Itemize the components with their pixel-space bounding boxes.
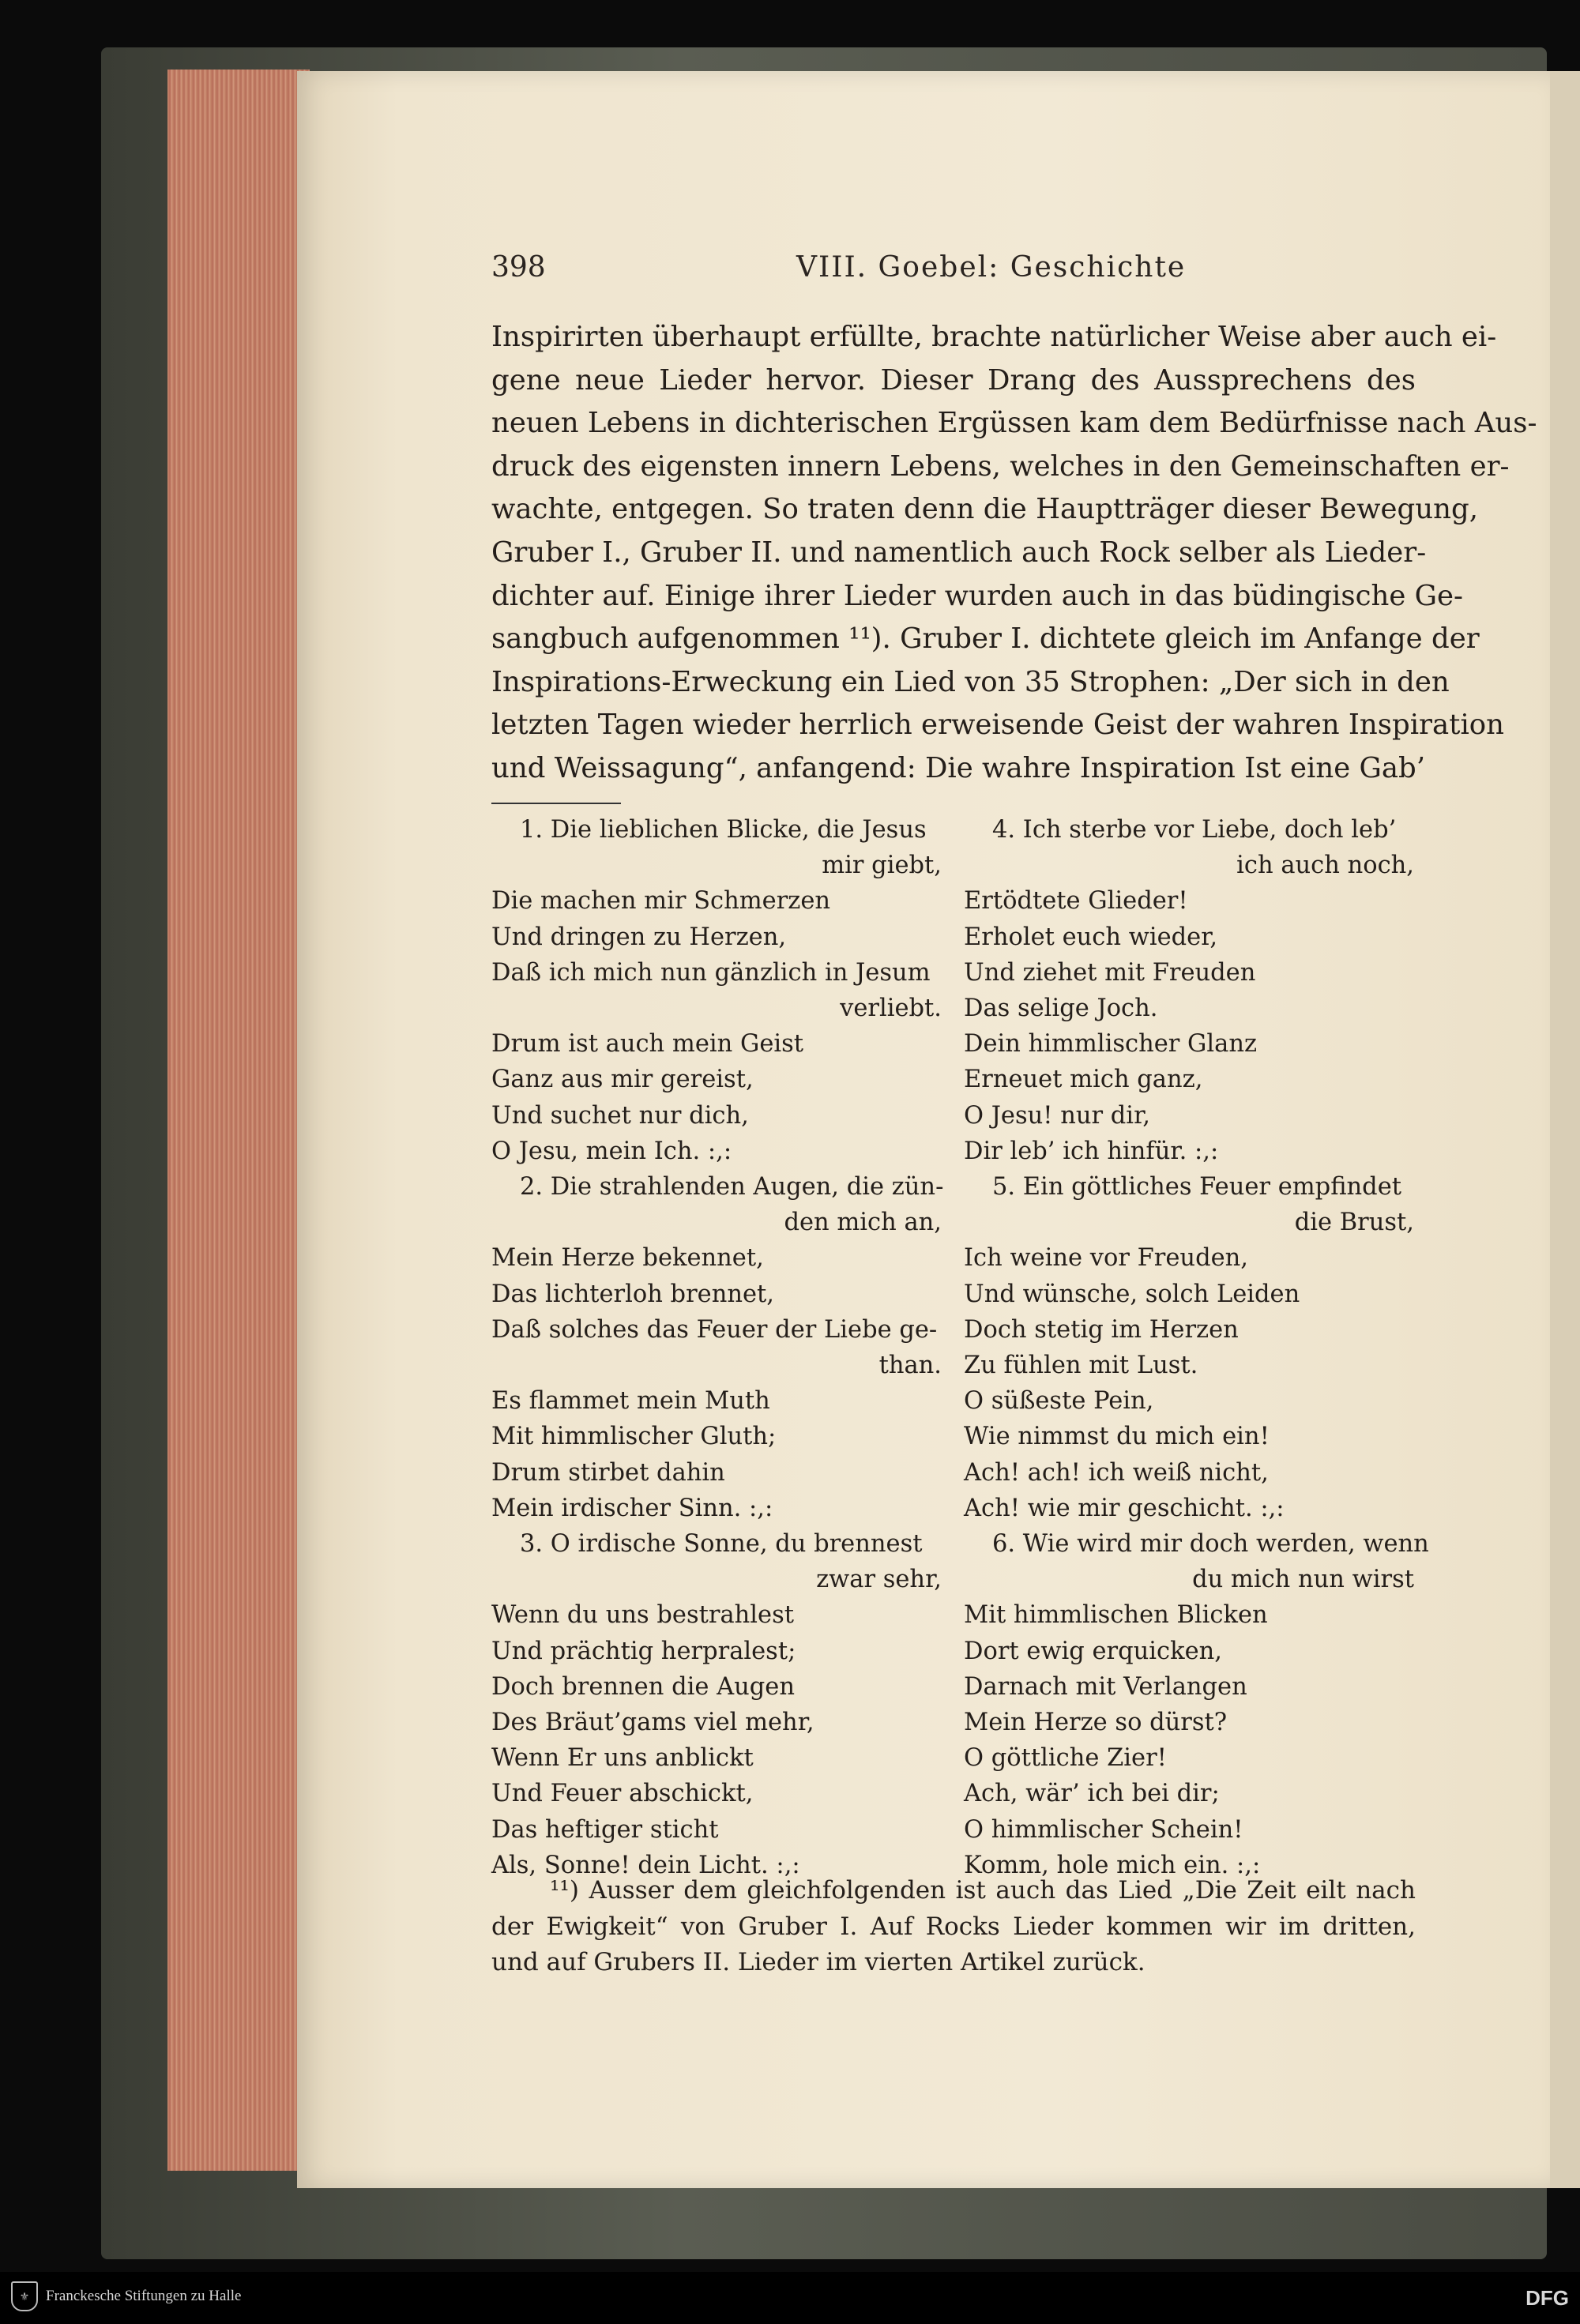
verse-line: Das selige Joch. <box>964 995 1158 1023</box>
verse-line: Und wünsche, solch Leiden <box>964 1280 1300 1308</box>
verse-line: du mich nun wirst <box>1192 1566 1414 1594</box>
body-line: Inspirations-Erweckung ein Lied von 35 Strophen: „Der sich in den <box>491 665 1450 698</box>
verse-line: O süßeste Pein, <box>964 1387 1154 1416</box>
body-line: Gruber I., Gruber II. und namentlich auch Rock selber als Lieder- <box>491 536 1427 569</box>
verse-line: Mein Herze so dürst? <box>964 1709 1228 1737</box>
verse-line: O Jesu! nur dir, <box>964 1101 1150 1130</box>
verse-line: Erholet euch wieder, <box>964 923 1218 951</box>
body-text <box>491 316 1537 791</box>
body-line: und Weissagung“, anfangend: Die wahre Inspiration Ist eine Gab’ <box>491 751 1426 784</box>
verse-line: Mit himmlischen Blicken <box>964 1601 1268 1630</box>
poem-column-right <box>964 812 1429 1883</box>
verse-line: 4. Ich sterbe vor Liebe, doch leb’ <box>992 816 1397 844</box>
verse-line: 2. Die strahlenden Augen, die zün- <box>520 1173 944 1201</box>
verse-line: O himmlischer Schein! <box>964 1815 1243 1844</box>
verse-line: Die machen mir Schmerzen <box>491 887 831 916</box>
footnote <box>491 1873 1416 1981</box>
verse-line: Und suchet nur dich, <box>491 1101 749 1130</box>
page-header <box>491 251 1416 288</box>
poem-column-left <box>491 812 942 1883</box>
verse-line: Doch stetig im Herzen <box>964 1315 1239 1344</box>
verse-line: zwar sehr, <box>816 1566 942 1594</box>
verse-line: Ach, wär’ ich bei dir; <box>964 1780 1220 1808</box>
verse-line: Drum stirbet dahin <box>491 1458 725 1487</box>
body-line: dichter auf. Einige ihrer Lieder wurden auch in das büdingische Ge- <box>491 579 1463 612</box>
verse-line: Und prächtig herpralest; <box>491 1637 796 1665</box>
verse-line: 1. Die lieblichen Blicke, die Jesus <box>520 816 927 844</box>
verse-line: Es flammet mein Muth <box>491 1387 770 1416</box>
verse-line: Erneuet mich ganz, <box>964 1066 1203 1094</box>
verse-line: Ach! ach! ich weiß nicht, <box>964 1458 1269 1487</box>
body-line: sangbuch aufgenommen ¹¹). Gruber I. dichtete gleich im Anfange der <box>491 622 1480 656</box>
verse-line: die Brust, <box>1294 1209 1414 1237</box>
body-line: letzten Tagen wieder herrlich erweisende Geist der wahren Inspiration <box>491 709 1505 742</box>
verse-line: Daß solches das Feuer der Liebe ge- <box>491 1315 938 1344</box>
dfg-logo: DFG <box>1525 2286 1569 2310</box>
body-line: Inspirirten überhaupt erfüllte, brachte natürlicher Weise aber auch ei- <box>491 321 1497 353</box>
verse-line: Und dringen zu Herzen, <box>491 923 787 951</box>
verse-line: Des Bräut’gams viel mehr, <box>491 1709 814 1737</box>
verse-line: Zu fühlen mit Lust. <box>964 1352 1198 1380</box>
footnote-line: ¹¹) Ausser dem gleichfolgenden ist auch das Lied „Die Zeit eilt nach <box>550 1876 1416 1905</box>
verse-line: Mit himmlischer Gluth; <box>491 1423 777 1451</box>
verse-line: O göttliche Zier! <box>964 1744 1167 1773</box>
verse-line: Mein Herze bekennet, <box>491 1244 764 1273</box>
running-title: VIII. Goebel: Geschichte <box>796 251 1187 284</box>
verse-line: Komm, hole mich ein. :,: <box>964 1851 1261 1879</box>
body-line: druck des eigensten innern Lebens, welches in den Gemeinschaften er- <box>491 449 1510 483</box>
shield-icon: ⚜ <box>11 2281 38 2311</box>
page-edges <box>167 70 310 2171</box>
facing-page-edge <box>1550 71 1580 2188</box>
verse-line: Drum ist auch mein Geist <box>491 1030 804 1059</box>
body-line: neuen Lebens in dichterischen Ergüssen kam dem Bedürfnisse nach Aus- <box>491 407 1537 440</box>
verse-line: O Jesu, mein Ich. :,: <box>491 1137 732 1165</box>
footnote-separator <box>491 803 621 804</box>
verse-line: den mich an, <box>784 1209 942 1237</box>
verse-line: Mein irdischer Sinn. :,: <box>491 1494 773 1522</box>
verse-line: Das lichterloh brennet, <box>491 1280 775 1308</box>
verse-line: Wenn du uns bestrahlest <box>491 1601 794 1630</box>
verse-line: Dir leb’ ich hinfür. :,: <box>964 1137 1219 1165</box>
verse-line: Ach! wie mir geschicht. :,: <box>964 1494 1285 1522</box>
institution-label: Franckesche Stiftungen zu Halle <box>46 2288 242 2304</box>
verse-line: Daß ich mich nun gänzlich in Jesum <box>491 958 931 987</box>
footnote-line: und auf Grubers II. Lieder im vierten Artikel zurück. <box>491 1948 1146 1976</box>
verse-line: Wie nimmst du mich ein! <box>964 1423 1270 1451</box>
verse-line: Ich weine vor Freuden, <box>964 1244 1248 1273</box>
verse-line: Und ziehet mit Freuden <box>964 958 1256 987</box>
verse-line: mir giebt, <box>822 852 942 880</box>
body-line: wachte, entgegen. So traten denn die Hauptträger dieser Bewegung, <box>491 493 1478 526</box>
verse-line: ich auch noch, <box>1236 852 1414 880</box>
verse-line: Das heftiger sticht <box>491 1815 719 1844</box>
verse-line: verliebt. <box>840 995 942 1023</box>
verse-line: Als, Sonne! dein Licht. :,: <box>491 1851 800 1879</box>
verse-line: than. <box>878 1352 942 1380</box>
verse-line: 5. Ein göttliches Feuer empfindet <box>992 1173 1402 1201</box>
verse-line: Doch brennen die Augen <box>491 1672 795 1701</box>
body-line: gene neue Lieder hervor. Dieser Drang des Aussprechens des <box>491 363 1416 397</box>
verse-line: Ertödtete Glieder! <box>964 887 1188 916</box>
verse-line: Darnach mit Verlangen <box>964 1672 1247 1701</box>
verse-line: Ganz aus mir gereist, <box>491 1066 754 1094</box>
verse-line: Wenn Er uns anblickt <box>491 1744 754 1773</box>
verse-line: Dort ewig erquicken, <box>964 1637 1222 1665</box>
verse-line: Und Feuer abschickt, <box>491 1780 754 1808</box>
verse-line: 3. O irdische Sonne, du brennest <box>520 1530 923 1559</box>
page-number: 398 <box>491 251 546 284</box>
verse-line: 6. Wie wird mir doch werden, wenn <box>992 1530 1429 1559</box>
verse-line: Dein himmlischer Glanz <box>964 1030 1258 1059</box>
footnote-line: der Ewigkeit“ von Gruber I. Auf Rocks Lieder kommen wir im dritten, <box>491 1912 1416 1941</box>
